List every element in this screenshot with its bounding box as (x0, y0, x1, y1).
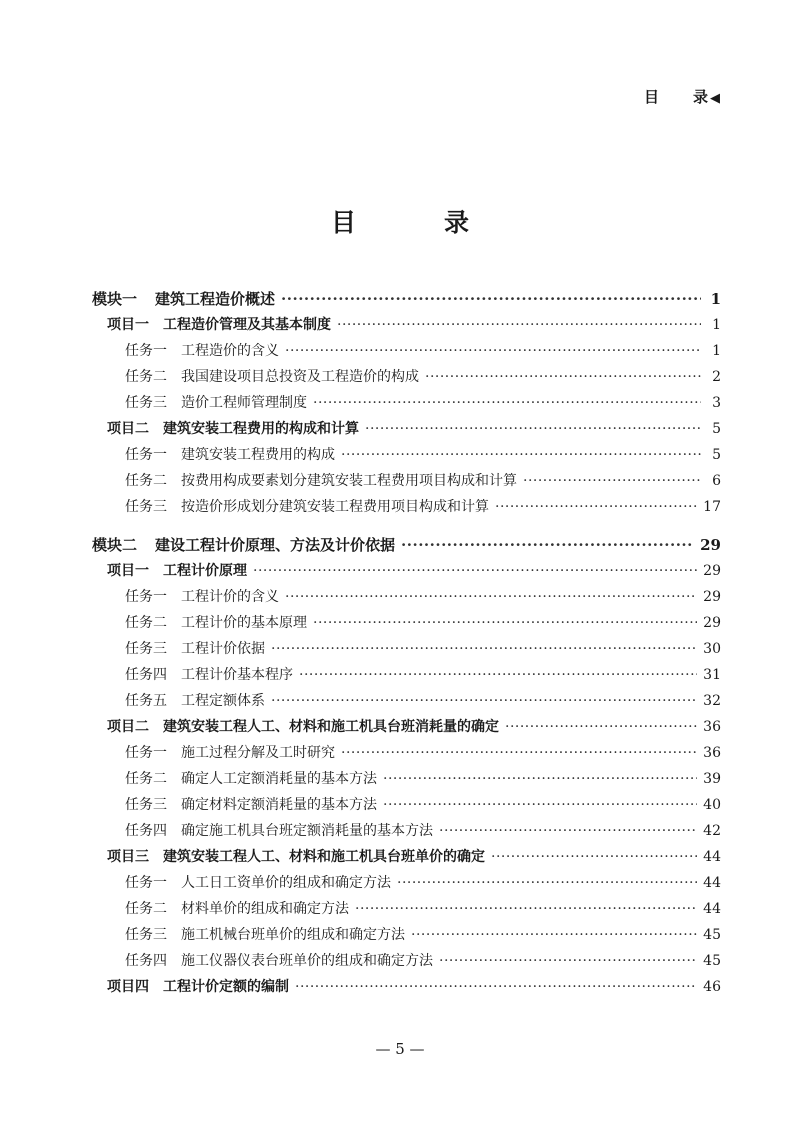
toc-entry-number: 项目四 (107, 979, 149, 995)
toc-entry-task[interactable] (125, 690, 721, 712)
toc-entry-page: 17 (703, 499, 721, 515)
running-header-right: 录 (692, 88, 708, 106)
toc-entry-title: 工程计价定额的编制 (163, 979, 289, 995)
toc-entry-label (125, 586, 279, 608)
toc-entry-number: 项目二 (107, 421, 149, 437)
toc-entry-label (125, 638, 265, 660)
dot-leader (383, 768, 697, 790)
toc-entry-number: 任务三 (125, 927, 167, 943)
toc-entry-number: 任务二 (125, 369, 167, 385)
toc-entry-page: 31 (703, 667, 721, 683)
toc-entry-page: 45 (703, 927, 721, 943)
toc-entry-title: 工程计价原理 (163, 563, 247, 579)
toc-entry-title: 确定人工定额消耗量的基本方法 (181, 771, 377, 787)
toc-entry-page: 40 (703, 797, 721, 813)
toc-entry-number: 任务四 (125, 667, 167, 683)
toc-entry-task[interactable] (125, 444, 721, 466)
toc-entry-page: 29 (703, 589, 721, 605)
toc-entry-title: 确定材料定额消耗量的基本方法 (181, 797, 377, 813)
toc-entry-label (125, 392, 307, 414)
toc-entry-title: 建筑安装工程费用的构成 (181, 447, 335, 463)
toc-entry-page: 6 (712, 473, 721, 489)
toc-entry-task[interactable] (125, 950, 721, 972)
toc-entry-task[interactable] (125, 820, 721, 842)
toc-entry-title: 建筑安装工程人工、材料和施工机具台班单价的确定 (163, 849, 485, 865)
dot-leader (411, 924, 697, 946)
toc-entry-page: 29 (700, 536, 721, 554)
toc-entry-title: 工程计价基本程序 (181, 667, 293, 683)
running-header (644, 86, 720, 107)
toc-entry-number: 任务一 (125, 343, 167, 359)
toc-entry-task[interactable] (125, 898, 721, 920)
toc-entry-page: 5 (712, 447, 721, 463)
toc-entry-title: 工程计价的含义 (181, 589, 279, 605)
dot-leader (491, 846, 697, 868)
dot-leader (271, 638, 697, 660)
dot-leader (523, 470, 701, 492)
toc-entry-page: 36 (703, 745, 721, 761)
toc-entry-task[interactable] (125, 586, 721, 608)
toc-entry-title: 施工过程分解及工时研究 (181, 745, 335, 761)
toc-entry-label (92, 288, 275, 310)
toc-entry-task[interactable] (125, 742, 721, 764)
toc-entry-number: 任务三 (125, 395, 167, 411)
toc-entry-label (92, 534, 395, 556)
toc-entry-task[interactable] (125, 340, 721, 362)
toc-entry-title: 建筑安装工程费用的构成和计算 (163, 421, 359, 437)
toc-entry-label (125, 470, 517, 492)
dot-leader (337, 314, 701, 336)
toc-entry-title: 工程计价依据 (181, 641, 265, 657)
page-title-part2: 录 (444, 208, 470, 237)
toc-entry-page: 30 (703, 641, 721, 657)
toc-entry-page: 1 (710, 290, 721, 308)
toc-entry-label (125, 690, 265, 712)
toc-entry-label (107, 846, 485, 868)
toc-entry-title: 按费用构成要素划分建筑安装工程费用项目构成和计算 (181, 473, 517, 489)
toc-entry-label (125, 768, 377, 790)
toc-entry-page: 2 (712, 369, 721, 385)
page-number: — 5 — (375, 1040, 425, 1058)
toc-entry-page: 44 (703, 849, 721, 865)
toc-entry-project[interactable] (107, 716, 721, 738)
toc-entry-title: 我国建设项目总投资及工程造价的构成 (181, 369, 419, 385)
toc-entry-task[interactable] (125, 392, 721, 414)
toc-entry-task[interactable] (125, 366, 721, 388)
dot-leader (295, 976, 697, 998)
dot-leader (355, 898, 697, 920)
dot-leader (365, 418, 701, 440)
toc-entry-project[interactable] (107, 560, 721, 582)
toc-entry-page: 42 (703, 823, 721, 839)
toc-entry-number: 任务四 (125, 823, 167, 839)
toc-entry-label (125, 612, 307, 634)
toc-entry-label (107, 560, 247, 582)
triangle-left-icon: ◀ (710, 91, 720, 106)
toc-entry-title: 确定施工机具台班定额消耗量的基本方法 (181, 823, 433, 839)
toc-entry-title: 施工仪器仪表台班单价的组成和确定方法 (181, 953, 433, 969)
toc-entry-task[interactable] (125, 924, 721, 946)
dot-leader (397, 872, 697, 894)
toc-entry-title: 造价工程师管理制度 (181, 395, 307, 411)
toc-entry-number: 任务一 (125, 875, 167, 891)
toc-entry-label (125, 664, 293, 686)
toc-entry-title: 工程造价管理及其基本制度 (163, 317, 331, 333)
toc-entry-number: 模块一 (92, 290, 138, 308)
dot-leader (313, 612, 697, 634)
dot-leader (313, 392, 701, 414)
toc-entry-label (107, 418, 359, 440)
toc-entry-label (107, 716, 499, 738)
toc-entry-number: 任务二 (125, 615, 167, 631)
toc-entry-task[interactable] (125, 496, 721, 518)
toc-entry-title: 工程计价的基本原理 (181, 615, 307, 631)
toc-entry-number: 项目一 (107, 563, 149, 579)
dot-leader (505, 716, 697, 738)
dot-leader (253, 560, 697, 582)
toc-entry-title: 材料单价的组成和确定方法 (181, 901, 349, 917)
toc-entry-number: 任务二 (125, 771, 167, 787)
toc-entry-module[interactable] (92, 534, 721, 556)
dot-leader (425, 366, 701, 388)
toc-entry-number: 任务二 (125, 473, 167, 489)
toc-entry-project[interactable] (107, 846, 721, 868)
toc-entry-task[interactable] (125, 872, 721, 894)
toc-entry-label (125, 366, 419, 388)
toc-entry-title: 建设工程计价原理、方法及计价依据 (155, 536, 396, 554)
toc-entry-project[interactable] (107, 418, 721, 440)
toc-entry-project[interactable] (107, 314, 721, 336)
toc-entry-number: 项目二 (107, 719, 149, 735)
dot-leader (401, 534, 694, 556)
dot-leader (271, 690, 697, 712)
page-title-part1: 目 (330, 208, 356, 237)
toc-entry-number: 任务三 (125, 797, 167, 813)
toc-entry-task[interactable] (125, 612, 721, 634)
toc-entry-number: 任务一 (125, 745, 167, 761)
dot-leader (439, 950, 697, 972)
toc-entry-task[interactable] (125, 664, 721, 686)
toc-entry-page: 39 (703, 771, 721, 787)
toc-entry-label (125, 340, 279, 362)
toc-entry-page: 36 (703, 719, 721, 735)
toc-entry-label (125, 496, 489, 518)
toc-entry-task[interactable] (125, 768, 721, 790)
toc-entry-number: 项目三 (107, 849, 149, 865)
toc-entry-title: 建筑工程造价概述 (155, 290, 276, 308)
toc-entry-project[interactable] (107, 976, 721, 998)
toc-entry-number: 任务五 (125, 693, 167, 709)
toc-entry-page: 29 (703, 615, 721, 631)
toc-entry-label (125, 444, 335, 466)
dot-leader (281, 288, 701, 310)
toc-entry-number: 任务三 (125, 641, 167, 657)
toc-entry-task[interactable] (125, 794, 721, 816)
dot-leader (299, 664, 697, 686)
dot-leader (495, 496, 697, 518)
toc-entry-label (125, 742, 335, 764)
toc-entry-title: 按造价形成划分建筑安装工程费用项目构成和计算 (181, 499, 489, 515)
toc-entry-number: 任务四 (125, 953, 167, 969)
toc-entry-page: 44 (703, 901, 721, 917)
dot-leader (383, 794, 697, 816)
toc-entry-module[interactable] (92, 288, 721, 310)
toc-entry-number: 任务一 (125, 589, 167, 605)
toc-entry-label (107, 314, 331, 336)
toc-entry-number: 项目一 (107, 317, 149, 333)
toc-entry-task[interactable] (125, 638, 721, 660)
toc-entry-label (125, 950, 433, 972)
dot-leader (341, 742, 697, 764)
toc-entry-number: 任务三 (125, 499, 167, 515)
dot-leader (341, 444, 701, 466)
page-title (0, 203, 800, 239)
dot-leader (285, 586, 697, 608)
toc-entry-number: 任务二 (125, 901, 167, 917)
toc-entry-label (107, 976, 289, 998)
toc-entry-page: 1 (712, 343, 721, 359)
toc-entry-title: 工程定额体系 (181, 693, 265, 709)
toc-entry-label (125, 794, 377, 816)
toc-entry-label (125, 898, 349, 920)
toc-entry-title: 施工机械台班单价的组成和确定方法 (181, 927, 405, 943)
toc-entry-title: 工程造价的含义 (181, 343, 279, 359)
toc-entry-number: 模块二 (92, 536, 138, 554)
toc-entry-title: 建筑安装工程人工、材料和施工机具台班消耗量的确定 (163, 719, 499, 735)
toc-entry-page: 5 (712, 421, 721, 437)
toc-entry-page: 3 (712, 395, 721, 411)
toc-entry-label (125, 820, 433, 842)
toc-entry-page: 46 (703, 979, 721, 995)
toc-entry-page: 44 (703, 875, 721, 891)
dot-leader (285, 340, 701, 362)
toc-entry-title: 人工日工资单价的组成和确定方法 (181, 875, 391, 891)
toc-entry-page: 45 (703, 953, 721, 969)
toc-entry-number: 任务一 (125, 447, 167, 463)
toc-entry-page: 32 (703, 693, 721, 709)
toc-entry-page: 1 (712, 317, 721, 333)
dot-leader (439, 820, 697, 842)
toc-entry-label (125, 872, 391, 894)
toc-entry-task[interactable] (125, 470, 721, 492)
running-header-left: 目 (643, 88, 659, 106)
toc-entry-page: 29 (703, 563, 721, 579)
toc-entry-label (125, 924, 405, 946)
